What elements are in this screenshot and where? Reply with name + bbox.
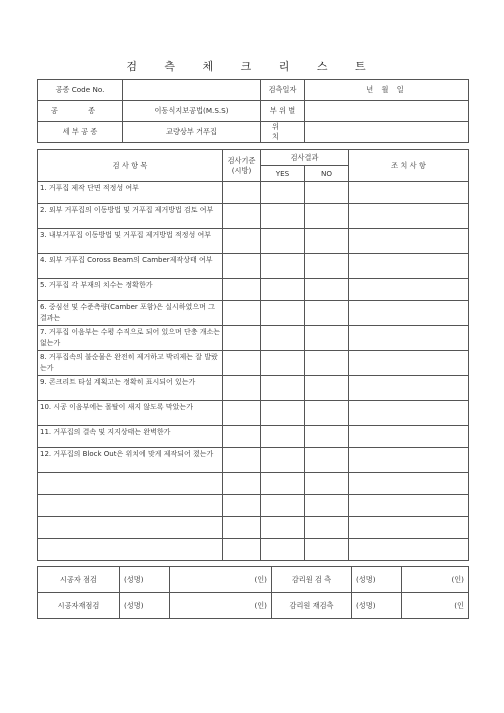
action-cell[interactable]	[349, 254, 469, 279]
header-table	[37, 79, 469, 143]
action-cell[interactable]	[349, 301, 469, 326]
yes-cell[interactable]	[261, 204, 305, 229]
contractor-check-name[interactable]: (성명)	[120, 567, 170, 593]
no-cell[interactable]	[305, 473, 349, 495]
standard-cell[interactable]	[223, 426, 261, 448]
check-item-3: 3. 내부거푸집 이동방법 및 거푸집 제거방법 적정성 여부	[38, 229, 223, 254]
no-cell[interactable]	[305, 182, 349, 204]
yes-cell[interactable]	[261, 401, 305, 426]
yes-cell[interactable]	[261, 376, 305, 401]
standard-cell[interactable]	[223, 495, 261, 517]
yes-cell[interactable]	[261, 495, 305, 517]
contractor-recheck-name[interactable]: (성명)	[120, 593, 170, 619]
supervisor-inspection-label: 감리원 검 측	[272, 567, 352, 593]
yes-cell[interactable]	[261, 448, 305, 473]
no-cell[interactable]	[305, 326, 349, 351]
supervisor-inspection-name[interactable]: (성명)	[352, 567, 402, 593]
standard-cell[interactable]	[223, 539, 261, 561]
col-result-header: 검사결과	[261, 150, 349, 166]
check-item-7: 7. 거푸집 이음부는 수평 수직으로 되어 있으며 단충 개소는 없는가	[38, 326, 223, 351]
col-action-header: 조 치 사 항	[349, 150, 469, 182]
col-no-header: NO	[305, 166, 349, 182]
yes-cell[interactable]	[261, 473, 305, 495]
col-yes-header: YES	[261, 166, 305, 182]
no-cell[interactable]	[305, 495, 349, 517]
col-standard-header: 검사기준 (시방)	[223, 150, 261, 182]
yes-cell[interactable]	[261, 351, 305, 376]
standard-cell[interactable]	[223, 301, 261, 326]
no-cell[interactable]	[305, 254, 349, 279]
check-item-4: 4. 외부 거푸집 Coross Beam의 Camber제작상태 여부	[38, 254, 223, 279]
action-cell[interactable]	[349, 182, 469, 204]
yes-cell[interactable]	[261, 182, 305, 204]
contractor-check-seal[interactable]: (인)	[170, 567, 272, 593]
standard-cell[interactable]	[223, 401, 261, 426]
action-cell[interactable]	[349, 539, 469, 561]
work-type-value[interactable]: 이동식지보공법(M.S.S)	[123, 101, 261, 122]
inspection-date-value[interactable]: 년 월 일	[305, 80, 469, 101]
empty-row-cell[interactable]	[38, 517, 223, 539]
no-cell[interactable]	[305, 229, 349, 254]
standard-cell[interactable]	[223, 182, 261, 204]
standard-cell[interactable]	[223, 229, 261, 254]
signature-table	[37, 566, 469, 619]
detail-value[interactable]: 교량상부 거푸집	[123, 122, 261, 143]
code-label: 공종 Code No.	[38, 80, 123, 101]
standard-cell[interactable]	[223, 254, 261, 279]
action-cell[interactable]	[349, 517, 469, 539]
no-cell[interactable]	[305, 376, 349, 401]
standard-cell[interactable]	[223, 473, 261, 495]
action-cell[interactable]	[349, 326, 469, 351]
part-value[interactable]	[305, 101, 469, 122]
part-label: 부 위 별	[261, 101, 305, 122]
no-cell[interactable]	[305, 539, 349, 561]
no-cell[interactable]	[305, 401, 349, 426]
empty-row-cell[interactable]	[38, 495, 223, 517]
check-item-10: 10. 시공 이음부에는 몰탈이 새지 않도록 막았는가	[38, 401, 223, 426]
empty-row-cell[interactable]	[38, 473, 223, 495]
standard-cell[interactable]	[223, 326, 261, 351]
supervisor-reinspection-label: 감리원 재검측	[272, 593, 352, 619]
no-cell[interactable]	[305, 426, 349, 448]
no-cell[interactable]	[305, 279, 349, 301]
action-cell[interactable]	[349, 376, 469, 401]
check-item-6: 6. 중심선 및 수준측량(Camber 포함)은 실시하였으며 그 결과는	[38, 301, 223, 326]
standard-cell[interactable]	[223, 204, 261, 229]
yes-cell[interactable]	[261, 254, 305, 279]
check-item-2: 2. 외부 거푸집의 이동방법 및 거푸집 제거방법 검토 여부	[38, 204, 223, 229]
check-item-11: 11. 거푸집의 결속 및 지지상태는 완벽한가	[38, 426, 223, 448]
standard-cell[interactable]	[223, 279, 261, 301]
no-cell[interactable]	[305, 204, 349, 229]
supervisor-inspection-seal[interactable]: (인)	[402, 567, 469, 593]
yes-cell[interactable]	[261, 426, 305, 448]
action-cell[interactable]	[349, 401, 469, 426]
contractor-recheck-seal[interactable]: (인)	[170, 593, 272, 619]
no-cell[interactable]	[305, 448, 349, 473]
yes-cell[interactable]	[261, 229, 305, 254]
contractor-recheck-label: 시공자재점검	[38, 593, 120, 619]
no-cell[interactable]	[305, 517, 349, 539]
supervisor-reinspection-seal[interactable]: (인	[402, 593, 469, 619]
action-cell[interactable]	[349, 473, 469, 495]
standard-cell[interactable]	[223, 376, 261, 401]
empty-row-cell[interactable]	[38, 539, 223, 561]
yes-cell[interactable]	[261, 279, 305, 301]
check-item-9: 9. 콘크리트 타설 계획고는 정확히 표시되어 있는가	[38, 376, 223, 401]
detail-label: 세 부 공 종	[38, 122, 123, 143]
checklist-table	[37, 149, 469, 561]
yes-cell[interactable]	[261, 517, 305, 539]
action-cell[interactable]	[349, 204, 469, 229]
check-item-12: 12. 거푸집의 Block Out은 위치에 맞게 제작되어 졌는가	[38, 448, 223, 473]
check-item-8: 8. 거푸집속의 불순물은 완전히 제거하고 박리제는 잘 발랐는가	[38, 351, 223, 376]
check-item-1: 1. 거푸집 제작 단면 적정성 여부	[38, 182, 223, 204]
action-cell[interactable]	[349, 426, 469, 448]
no-cell[interactable]	[305, 351, 349, 376]
location-value[interactable]	[305, 122, 469, 143]
yes-cell[interactable]	[261, 539, 305, 561]
supervisor-reinspection-name[interactable]: (성명)	[352, 593, 402, 619]
action-cell[interactable]	[349, 351, 469, 376]
yes-cell[interactable]	[261, 326, 305, 351]
col-items-header: 검 사 항 목	[38, 150, 223, 182]
action-cell[interactable]	[349, 229, 469, 254]
inspection-date-label: 검측일자	[261, 80, 305, 101]
standard-cell[interactable]	[223, 448, 261, 473]
standard-cell[interactable]	[223, 517, 261, 539]
action-cell[interactable]	[349, 495, 469, 517]
contractor-check-label: 시공자 점검	[38, 567, 120, 593]
action-cell[interactable]	[349, 448, 469, 473]
yes-cell[interactable]	[261, 301, 305, 326]
page-title: 검 측 체 크 리 스 트	[126, 60, 378, 73]
no-cell[interactable]	[305, 301, 349, 326]
standard-cell[interactable]	[223, 351, 261, 376]
action-cell[interactable]	[349, 279, 469, 301]
location-label: 위 치	[261, 122, 305, 143]
code-value[interactable]	[123, 80, 261, 101]
check-item-5: 5. 거푸집 각 부재의 치수는 정확한가	[38, 279, 223, 301]
work-type-label: 공 종	[38, 101, 123, 122]
